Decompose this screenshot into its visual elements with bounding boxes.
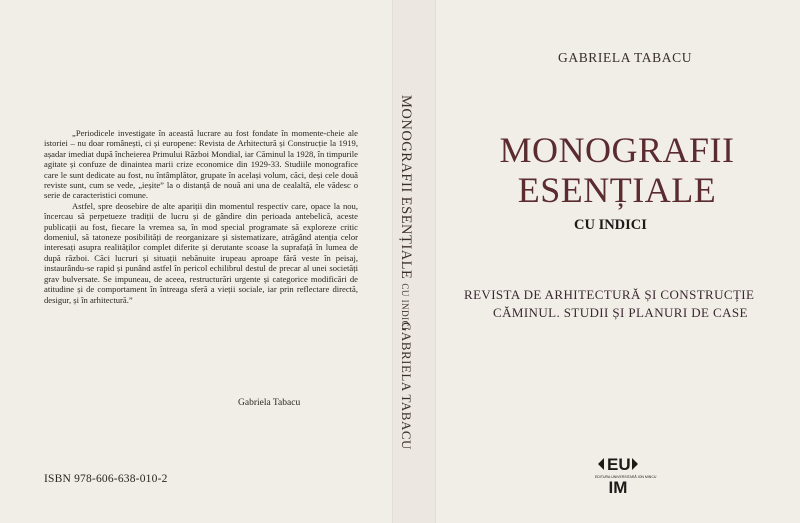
blurb-paragraph-2: Astfel, spre deosebire de alte apariții din momentul respectiv care, opace la nou, încercau să perpetueze tradiții de lucru și de gândire din perioada antebelică, aceste publicații au fost, fiecare la vremea sa, în mod special programate să exploreze critic domeniul, să tatoneze posibilități de reorganizare și sistematizare, atrăgând atenția celor interesați asupra realităților complet diferite și derutante scoase la suprafață în lumea de după război. Căci lucruri și situații nebănuite irupeau aproape fără veste în peisaj, instaurându-se rapid și punând astfel în pericol echilibrul destul de precar al unei societăți grav bulversate. Se impuneau, de aceea, restructurări urgente și categorice modificări de atitudine și de comportament în întreaga sferă a vieții sociale, iar prin reflectare directă, desigur, și în arhitectură.” — [44, 200, 358, 305]
front-author: GABRIELA TABACU — [558, 50, 693, 65]
spine-title-text: MONOGRAFII ESENȚIALE — [398, 95, 414, 280]
front-title-line-2: ESENȚIALE — [517, 170, 717, 210]
front-revista-line-2: CĂMINUL. STUDII ȘI PLANURI DE CASE — [493, 305, 748, 320]
front-title — [434, 130, 800, 210]
back-cover — [0, 0, 392, 523]
back-cover-blurb — [44, 128, 358, 305]
logo-eu-text: EU — [607, 455, 631, 474]
front-subtitle: CU INDICI — [574, 217, 647, 233]
front-revista-line-1: REVISTA DE ARHITECTURĂ ȘI CONSTRUCȚIE — [464, 287, 755, 302]
spine-subtitle: CU INDICI — [400, 283, 410, 331]
logo-small-text: EDITURA UNIVERSITARĂ ION MINCU — [595, 475, 657, 479]
spine-author: GABRIELA TABACU — [399, 322, 414, 450]
logo-im-text: IM — [608, 478, 628, 497]
spine-title — [397, 95, 414, 331]
blurb-signature: Gabriela Tabacu — [238, 398, 301, 408]
front-cover — [434, 0, 800, 523]
publisher-logo — [595, 452, 657, 498]
isbn-number: ISBN 978-606-638-010-2 — [44, 473, 168, 485]
blurb-paragraph-1: „Periodicele investigate în această lucrare au fost fondate în momente-cheie ale istoriei – nu doar românești, ci și europene: Revista de Arhitectură și Construcție la 1919, așadar imediat după încheierea Primului Război Mondial, iar Căminul la 1928, în timpurile agitate și confuze de dinaintea marii crize economice din 1929-33. Studiile monografice care le sunt dedicate au fost, nu întâmplător, grupate în același volum, căci, deși cele două reviste sunt, cum se vede, „ieșite” la o distanță de nouă ani una de cealaltă, ele vădesc o serie de caracteristici comune. — [44, 128, 358, 201]
book-spine — [392, 0, 436, 523]
front-title-line-1: MONOGRAFII — [499, 130, 735, 170]
